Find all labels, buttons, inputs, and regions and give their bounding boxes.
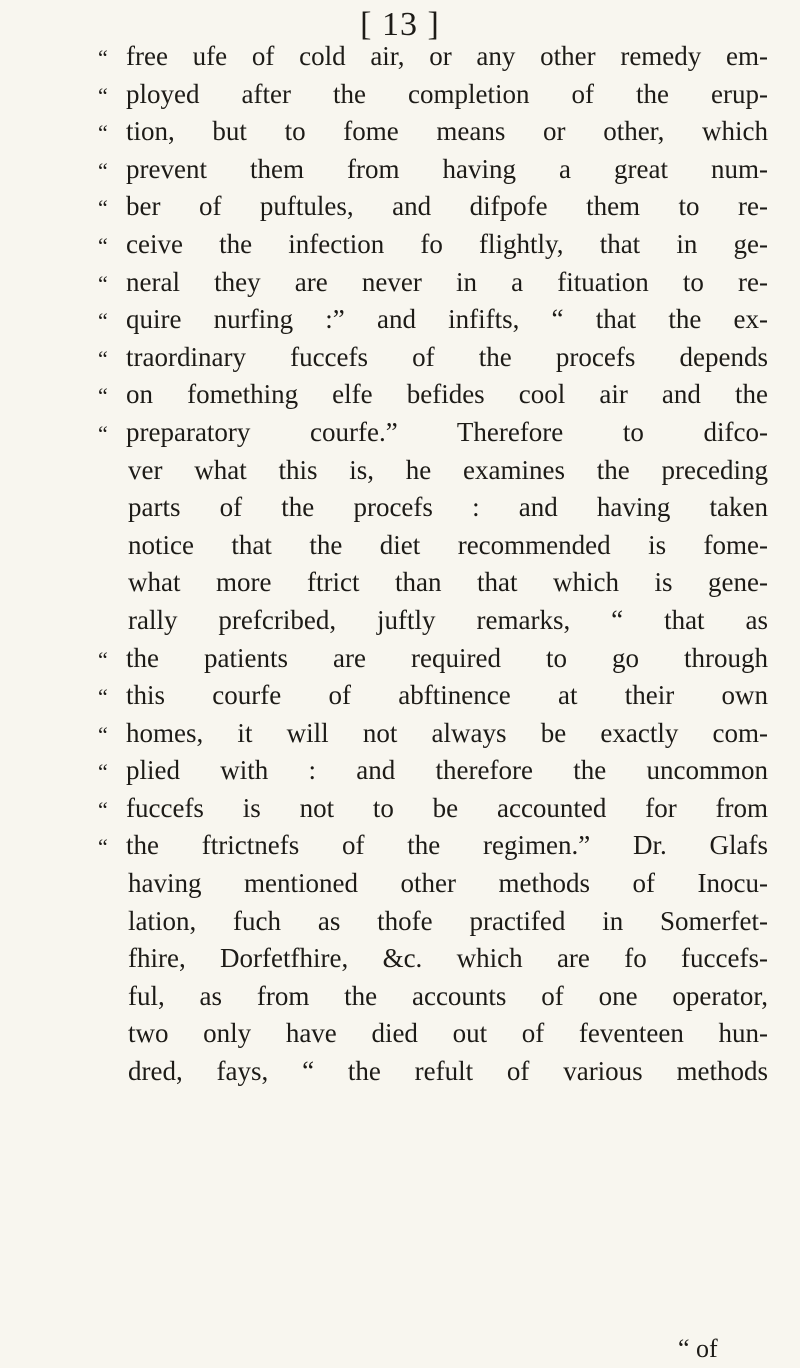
- text-line: [128, 978, 768, 1016]
- line-text: notice that the diet recommended is fome-: [128, 529, 768, 560]
- text-line: [98, 414, 768, 452]
- line-text: lation, fuch as thofe practifed in Somerfet-: [128, 905, 768, 936]
- line-text: plied with : and therefore the uncommon: [126, 755, 768, 786]
- page-number: [ 13 ]: [360, 6, 440, 43]
- text-line: [128, 527, 768, 565]
- quote-mark: “: [98, 721, 108, 747]
- line-text: what more ftrict than that which is gene-: [128, 567, 768, 598]
- text-line: [98, 113, 768, 151]
- line-text: ceive the infection fo flightly, that in ge-: [126, 228, 768, 259]
- text-line: [98, 151, 768, 189]
- text-line: [98, 339, 768, 377]
- text-line: [98, 226, 768, 264]
- text-line: [128, 452, 768, 490]
- quote-mark: “: [98, 646, 108, 672]
- quote-mark: “: [98, 82, 108, 108]
- quote-mark: “: [98, 195, 108, 221]
- line-text: homes, it will not always be exactly com-: [126, 717, 768, 748]
- quote-mark: “: [98, 383, 108, 409]
- text-line: [98, 827, 768, 865]
- text-line: [128, 564, 768, 602]
- text-line: [98, 677, 768, 715]
- text-line: [128, 489, 768, 527]
- text-line: [128, 1015, 768, 1053]
- line-text: dred, fays, “ the refult of various methods: [128, 1056, 768, 1087]
- text-line: [128, 940, 768, 978]
- text-line: [128, 865, 768, 903]
- quote-mark: “: [98, 270, 108, 296]
- quote-mark: “: [98, 308, 108, 334]
- quote-mark: “: [98, 796, 108, 822]
- catchword: “ of: [678, 1334, 718, 1363]
- text-line: [128, 602, 768, 640]
- quote-mark: “: [98, 232, 108, 258]
- text-line: [98, 752, 768, 790]
- line-text: the ftrictnefs of the regimen.” Dr. Glafs: [126, 830, 768, 861]
- line-text: traordinary fuccefs of the procefs depends: [126, 341, 768, 372]
- line-text: fuccefs is not to be accounted for from: [126, 792, 768, 823]
- line-text: ployed after the completion of the erup-: [126, 78, 768, 109]
- line-text: ver what this is, he examines the preceding: [128, 454, 768, 485]
- quote-mark: “: [98, 157, 108, 183]
- line-text: quire nurfing :” and infifts, “ that the ex-: [126, 304, 768, 335]
- quote-mark: “: [98, 759, 108, 785]
- text-line: [128, 1053, 768, 1091]
- quote-mark: “: [98, 120, 108, 146]
- line-text: prevent them from having a great num-: [126, 153, 768, 184]
- body-text: [98, 38, 768, 1091]
- quote-mark: “: [98, 45, 108, 70]
- line-text: free ufe of cold air, or any other remedy em-: [126, 41, 768, 71]
- line-text: ful, as from the accounts of one operator,: [128, 980, 768, 1011]
- line-text: preparatory courfe.” Therefore to difco-: [126, 416, 768, 447]
- line-text: rally prefcribed, juftly remarks, “ that as: [128, 604, 768, 635]
- line-text: ber of puftules, and difpofe them to re-: [126, 191, 768, 222]
- text-line: [98, 715, 768, 753]
- quote-mark: “: [98, 684, 108, 710]
- line-text: the patients are required to go through: [126, 642, 768, 673]
- text-line: [98, 790, 768, 828]
- line-text: fhire, Dorfetfhire, &c. which are fo fuccefs-: [128, 943, 768, 974]
- text-line: [98, 376, 768, 414]
- line-text: two only have died out of feventeen hun-: [128, 1018, 768, 1049]
- line-text: having mentioned other methods of Inocu-: [128, 868, 768, 899]
- text-line: [98, 640, 768, 678]
- text-line: [98, 264, 768, 302]
- quote-mark: “: [98, 834, 108, 860]
- text-line: [98, 38, 768, 76]
- text-line: [128, 903, 768, 941]
- line-text: this courfe of abftinence at their own: [126, 680, 768, 711]
- line-text: neral they are never in a fituation to re-: [126, 266, 768, 297]
- line-text: parts of the procefs : and having taken: [128, 492, 768, 523]
- line-text: tion, but to fome means or other, which: [126, 116, 768, 147]
- quote-mark: “: [98, 420, 108, 446]
- text-line: [98, 301, 768, 339]
- text-line: [98, 76, 768, 114]
- quote-mark: “: [98, 345, 108, 371]
- text-line: [98, 188, 768, 226]
- line-text: on fomething elfe befides cool air and the: [126, 379, 768, 410]
